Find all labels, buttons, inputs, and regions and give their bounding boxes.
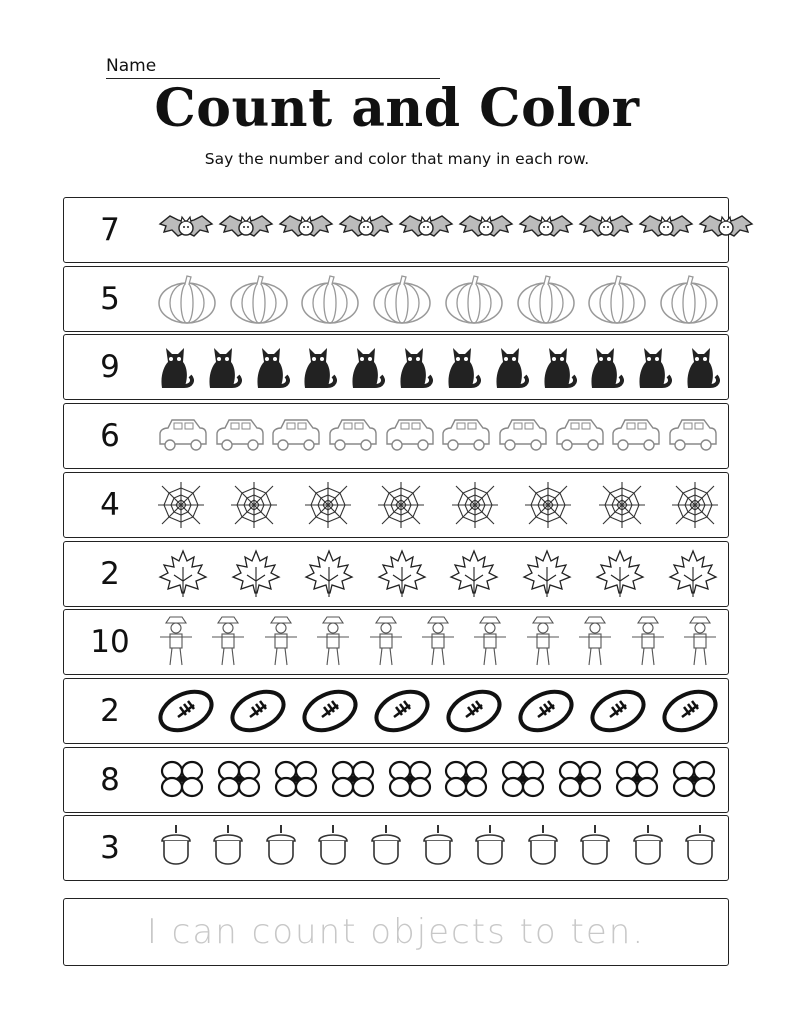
scarecrow-icon[interactable] xyxy=(366,613,406,671)
flower-icon[interactable] xyxy=(213,755,265,805)
car-icon[interactable] xyxy=(269,416,323,456)
car-icon[interactable] xyxy=(439,416,493,456)
count-row xyxy=(63,197,729,263)
flower-icon[interactable] xyxy=(327,755,379,805)
trace-sentence-box[interactable] xyxy=(63,898,729,966)
bat-icon[interactable] xyxy=(336,212,396,248)
pumpkin-icon[interactable] xyxy=(228,272,290,326)
pumpkin-icon[interactable] xyxy=(658,272,720,326)
acorn-icon[interactable] xyxy=(470,821,510,875)
football-icon[interactable] xyxy=(444,687,504,735)
spider-web-icon[interactable] xyxy=(597,480,647,530)
black-cat-icon[interactable] xyxy=(204,340,242,394)
row-pictures xyxy=(156,267,720,331)
pumpkin-icon[interactable] xyxy=(371,272,433,326)
maple-leaf-icon[interactable] xyxy=(375,547,429,601)
scarecrow-icon[interactable] xyxy=(628,613,668,671)
count-row xyxy=(63,678,729,744)
acorn-icon[interactable] xyxy=(523,821,563,875)
maple-leaf-icon[interactable] xyxy=(593,547,647,601)
black-cat-icon[interactable] xyxy=(156,340,194,394)
acorn-icon[interactable] xyxy=(208,821,248,875)
football-icon[interactable] xyxy=(300,687,360,735)
count-row xyxy=(63,541,729,607)
row-number: 10 xyxy=(90,624,130,661)
maple-leaf-icon[interactable] xyxy=(520,547,574,601)
bat-icon[interactable] xyxy=(396,212,456,248)
football-icon[interactable] xyxy=(660,687,720,735)
bat-icon[interactable] xyxy=(696,212,756,248)
count-row xyxy=(63,472,729,538)
acorn-icon[interactable] xyxy=(680,821,720,875)
row-pictures xyxy=(156,473,720,537)
pumpkin-icon[interactable] xyxy=(586,272,648,326)
spider-web-icon[interactable] xyxy=(670,480,720,530)
football-icon[interactable] xyxy=(516,687,576,735)
name-label: Name xyxy=(106,56,157,76)
car-icon[interactable] xyxy=(553,416,607,456)
spider-web-icon[interactable] xyxy=(303,480,353,530)
trace-sentence: I can count objects to ten. xyxy=(146,912,646,952)
flower-icon[interactable] xyxy=(440,755,492,805)
scarecrow-icon[interactable] xyxy=(470,613,510,671)
spider-web-icon[interactable] xyxy=(156,480,206,530)
black-cat-icon[interactable] xyxy=(395,340,433,394)
flower-icon[interactable] xyxy=(384,755,436,805)
football-icon[interactable] xyxy=(228,687,288,735)
pumpkin-icon[interactable] xyxy=(299,272,361,326)
count-row xyxy=(63,403,729,469)
acorn-icon[interactable] xyxy=(313,821,353,875)
bat-icon[interactable] xyxy=(276,212,336,248)
page-title: Count and Color xyxy=(154,78,640,139)
acorn-icon[interactable] xyxy=(366,821,406,875)
row-pictures xyxy=(156,335,720,399)
bat-icon[interactable] xyxy=(456,212,516,248)
row-pictures xyxy=(156,404,720,468)
name-field[interactable] xyxy=(106,54,440,79)
flower-icon[interactable] xyxy=(611,755,663,805)
row-pictures xyxy=(156,542,720,606)
count-row xyxy=(63,609,729,675)
bat-icon[interactable] xyxy=(576,212,636,248)
instructions: Say the number and color that many in each row. xyxy=(204,150,590,168)
scarecrow-icon[interactable] xyxy=(156,613,196,671)
black-cat-icon[interactable] xyxy=(586,340,624,394)
maple-leaf-icon[interactable] xyxy=(229,547,283,601)
car-icon[interactable] xyxy=(156,416,210,456)
football-icon[interactable] xyxy=(156,687,216,735)
spider-web-icon[interactable] xyxy=(523,480,573,530)
car-icon[interactable] xyxy=(496,416,550,456)
row-number: 3 xyxy=(100,830,120,867)
maple-leaf-icon[interactable] xyxy=(666,547,720,601)
black-cat-icon[interactable] xyxy=(682,340,720,394)
acorn-icon[interactable] xyxy=(156,821,196,875)
black-cat-icon[interactable] xyxy=(539,340,577,394)
count-row xyxy=(63,747,729,813)
row-pictures xyxy=(156,679,720,743)
row-number: 9 xyxy=(100,349,120,386)
row-number: 2 xyxy=(100,692,120,729)
row-pictures xyxy=(156,816,720,880)
bat-icon[interactable] xyxy=(216,212,276,248)
row-pictures xyxy=(156,198,720,262)
black-cat-icon[interactable] xyxy=(347,340,385,394)
scarecrow-icon[interactable] xyxy=(208,613,248,671)
acorn-icon[interactable] xyxy=(575,821,615,875)
count-row xyxy=(63,334,729,400)
bat-icon[interactable] xyxy=(156,212,216,248)
car-icon[interactable] xyxy=(213,416,267,456)
scarecrow-icon[interactable] xyxy=(575,613,615,671)
bat-icon[interactable] xyxy=(516,212,576,248)
pumpkin-icon[interactable] xyxy=(156,272,218,326)
flower-icon[interactable] xyxy=(497,755,549,805)
football-icon[interactable] xyxy=(372,687,432,735)
spider-web-icon[interactable] xyxy=(229,480,279,530)
scarecrow-icon[interactable] xyxy=(523,613,563,671)
acorn-icon[interactable] xyxy=(418,821,458,875)
football-icon[interactable] xyxy=(588,687,648,735)
car-icon[interactable] xyxy=(383,416,437,456)
row-number: 8 xyxy=(100,761,120,798)
flower-icon[interactable] xyxy=(270,755,322,805)
scarecrow-icon[interactable] xyxy=(680,613,720,671)
row-number: 4 xyxy=(100,486,120,523)
row-number: 6 xyxy=(100,418,120,455)
black-cat-icon[interactable] xyxy=(491,340,529,394)
scarecrow-icon[interactable] xyxy=(313,613,353,671)
acorn-icon[interactable] xyxy=(628,821,668,875)
row-pictures xyxy=(156,610,720,674)
count-row xyxy=(63,266,729,332)
maple-leaf-icon[interactable] xyxy=(447,547,501,601)
bat-icon[interactable] xyxy=(636,212,696,248)
spider-web-icon[interactable] xyxy=(376,480,426,530)
count-row xyxy=(63,815,729,881)
black-cat-icon[interactable] xyxy=(252,340,290,394)
row-number: 7 xyxy=(100,212,120,248)
maple-leaf-icon[interactable] xyxy=(156,547,210,601)
car-icon[interactable] xyxy=(666,416,720,456)
flower-icon[interactable] xyxy=(554,755,606,805)
row-pictures xyxy=(156,748,720,812)
car-icon[interactable] xyxy=(326,416,380,456)
maple-leaf-icon[interactable] xyxy=(302,547,356,601)
black-cat-icon[interactable] xyxy=(443,340,481,394)
black-cat-icon[interactable] xyxy=(634,340,672,394)
scarecrow-icon[interactable] xyxy=(261,613,301,671)
row-number: 5 xyxy=(100,280,120,317)
row-number: 2 xyxy=(100,555,120,592)
car-icon[interactable] xyxy=(609,416,663,456)
spider-web-icon[interactable] xyxy=(450,480,500,530)
black-cat-icon[interactable] xyxy=(299,340,337,394)
pumpkin-icon[interactable] xyxy=(515,272,577,326)
flower-icon[interactable] xyxy=(156,755,208,805)
flower-icon[interactable] xyxy=(668,755,720,805)
pumpkin-icon[interactable] xyxy=(443,272,505,326)
scarecrow-icon[interactable] xyxy=(418,613,458,671)
acorn-icon[interactable] xyxy=(261,821,301,875)
